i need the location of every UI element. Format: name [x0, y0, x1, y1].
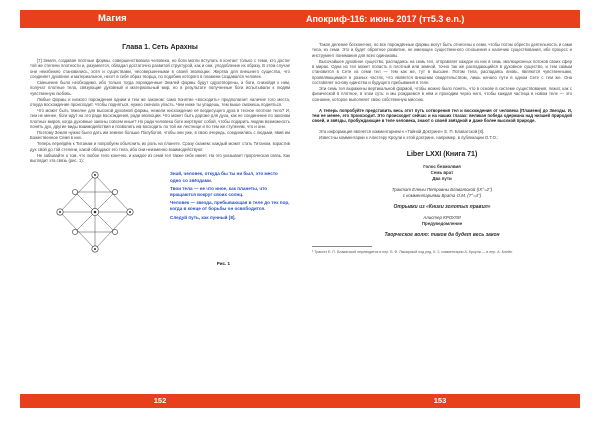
bold-paragraph: А теперь попробуйте представить весь этот путь сотворения тел и восхождения от человека (Пламени) до Звезды. И, тем не менее, это происходит. Это происходит сейчас и на наших глазах: великая победа одержана над низшей природой своей, и звёзды, пробуждающие в теле человека, знают о своей звёздной и даже более высокой природе. [312, 107, 572, 124]
footnote-divider [312, 246, 372, 247]
figure-quote-line: Человек — звезда, пребывающая в теле до тех пор, когда в конце от борьбы он освободится. [170, 200, 290, 212]
figure-quote [160, 167, 290, 257]
author-name: Алистер КРОУЛИ [423, 214, 461, 220]
left-paragraph: Теперь перейдём к Титанам и попробуем объяснить их роль на планете. Сразу скажем: каждый может стать Титаном, взрастив дух свой до той степени, какой обладают его тела, ибо они неизменно взаимодействуют. [30, 141, 290, 152]
excerpt-title: Отрывки из «Книги золотых правил» [393, 203, 491, 210]
left-paragraph: Смешение было необходимо, ибо только тогда порожденные Землей формы будут одухотворены, а боги, снизойдя к ним, получат плотные тела, связующие духовный и материальный мир, но в результате полученные боги испытывали к людям чувственную любовь. [30, 79, 290, 96]
left-paragraph: Поэтому Земля нужно было дать им земное больше Полубогов, чтобы они уже, в свою очередь, соединились с людьми, явив им Божественное Семя в них. [30, 130, 290, 141]
left-page-body [30, 34, 290, 390]
subtitle-line: Два пути [432, 175, 452, 181]
right-page-body [312, 34, 572, 390]
right-page-number: 153 [300, 394, 580, 408]
mantra-line: Творческое волю: таков да будет весь закон [384, 231, 500, 238]
left-paragraph: Не забывайте о том, что любое тело конечно, и каждое из семи тел также себе имеет. На это указывает пророческая связь. Как выглядит эта связь (рис. 1): [30, 152, 290, 164]
figure-quote-line: Знай, человек, откуда бы ты ни был, это место одно со звёздами. [170, 171, 278, 183]
subtitle-line: Голос безмолвия [423, 163, 461, 169]
translator-line: Трактат Елены Петровны Блаватской (IX°=2°) [391, 186, 493, 192]
right-paragraph: Такое деление бесконечно, но все порождённые формы могут быть отнесены к семи, чтобы потом обрести деятельность и сами тела, из семи. Это и будет обратное развитие, не имеющее существенного отношения к наличию существования, ибо процесс и инструмент понимания для всех одинаковы. [312, 42, 572, 58]
subtitle-line: Семь врат [430, 169, 454, 175]
info-paragraph: Известны комментарии к Алистеру Кроули к этой доктрине, например, в публикации О.Т.О.: [319, 135, 499, 141]
liber-title: Liber LXXI (Книга 71) [406, 150, 478, 158]
left-page-number: 152 [20, 394, 300, 408]
spider-web-figure [30, 167, 160, 257]
left-paragraph: [7] Земля, создавая плотные формы, совершенствовала человека, но боги могли вступать в контакт только с теми, кто достиг той же степени плотности и, разумеется, обладал достаточно развитой структурой, как и они, уподобление их образу. В этом случае они неизбежно становились, хотя и существами, несовершенными в своей эволюции. Жертва для внешнего существа, что соединяет духовное и материальное, несет в себе образ творца, по подобию которого в пламени создавался человек. [30, 58, 290, 79]
figure-quote-line: Твои тела — не что иное, как планеты, что вращаются вокруг своих солнц. [170, 185, 268, 198]
right-paragraph: Высочайшее духовное существо, распадаясь на семь тел, отправляет каждое из них в семь эволюционных потоков своих сфер в мирах. Одна из тел может попасть в плотный или земной, точно так же распадающийся в духовное существо, и тем самым становится в Сете из семи тел — тем как же, тут в высшее. Потом тела, распадаясь вновь, являются чувственными, проявляющимися в разных частях, что является внешним свидетельством, лишь начало пути в одном Сете с тем же. Она составляет основу единства и будущего пребывания в теле. [312, 58, 572, 85]
figure-caption: Рис. 1 [216, 261, 230, 267]
chapter-title: Глава 1. Сеть Арахны [122, 44, 198, 51]
left-page-header: Магия [20, 10, 300, 28]
right-page-header: Апокриф-116: июнь 2017 (тт5.3 e.n.) [300, 10, 580, 28]
right-paragraph: Эти семь тел выражены вертикальной формой, чтобы можно было понять, что в основе в системе существования, лежат, как с физической в плотное, в этом суть: и мы рождаемся в нём и проходим через него, чтобы каждая частица в новом теле — это сознание, которое выполняет свою собственную миссию. [312, 85, 572, 102]
right-page [300, 0, 600, 424]
info-paragraph: Эта информация является комментарием к «Тайной Доктрине» Е. П. Блаватской [8]. [319, 129, 485, 135]
figure-quote-line: Следуй путь, как лунный [8]. [170, 214, 236, 220]
left-paragraph: Любые формы и низкого порождения одним и тем же законом: само понятие «восходить» предполагает наличие того места, откуда восхождение происходит. Чтобы подняться, нужно сначала упасть. Чем ниже ты упадешь, тем выше сможешь подняться. [30, 96, 290, 107]
preface-title: Предуведомление [421, 220, 463, 226]
left-paragraph: Что может быть тяжелее для высокой духовной формы, нежели нисхождение её вездесущего духа в тесное плотное тело? И, тем не менее, боги идут на это ради восхождения, ради эволюции. Что может быть дороже для духа, как не соединение по законам плотных миров, когда духовные законы совсем иные? Но ради человека боги жертвуют собой, чтобы подарить людям возможность понять дух, другие виды взаимодействия и позволить им восходить по той же лестнице и по тем же ступеням, что и они. [30, 108, 290, 129]
spider-web-diagram [30, 167, 160, 257]
figure-row [30, 167, 290, 257]
footnote: ¹ Трактат Е. П. Блаватской переводится в пер. Б. Ф. Лыкарской под ред. К. 2, комментарии А. Кроули — в пер. А. Блейн. [312, 249, 513, 254]
commentator-line: с комментариями Брата О.М. (7°=4°) [402, 192, 482, 198]
